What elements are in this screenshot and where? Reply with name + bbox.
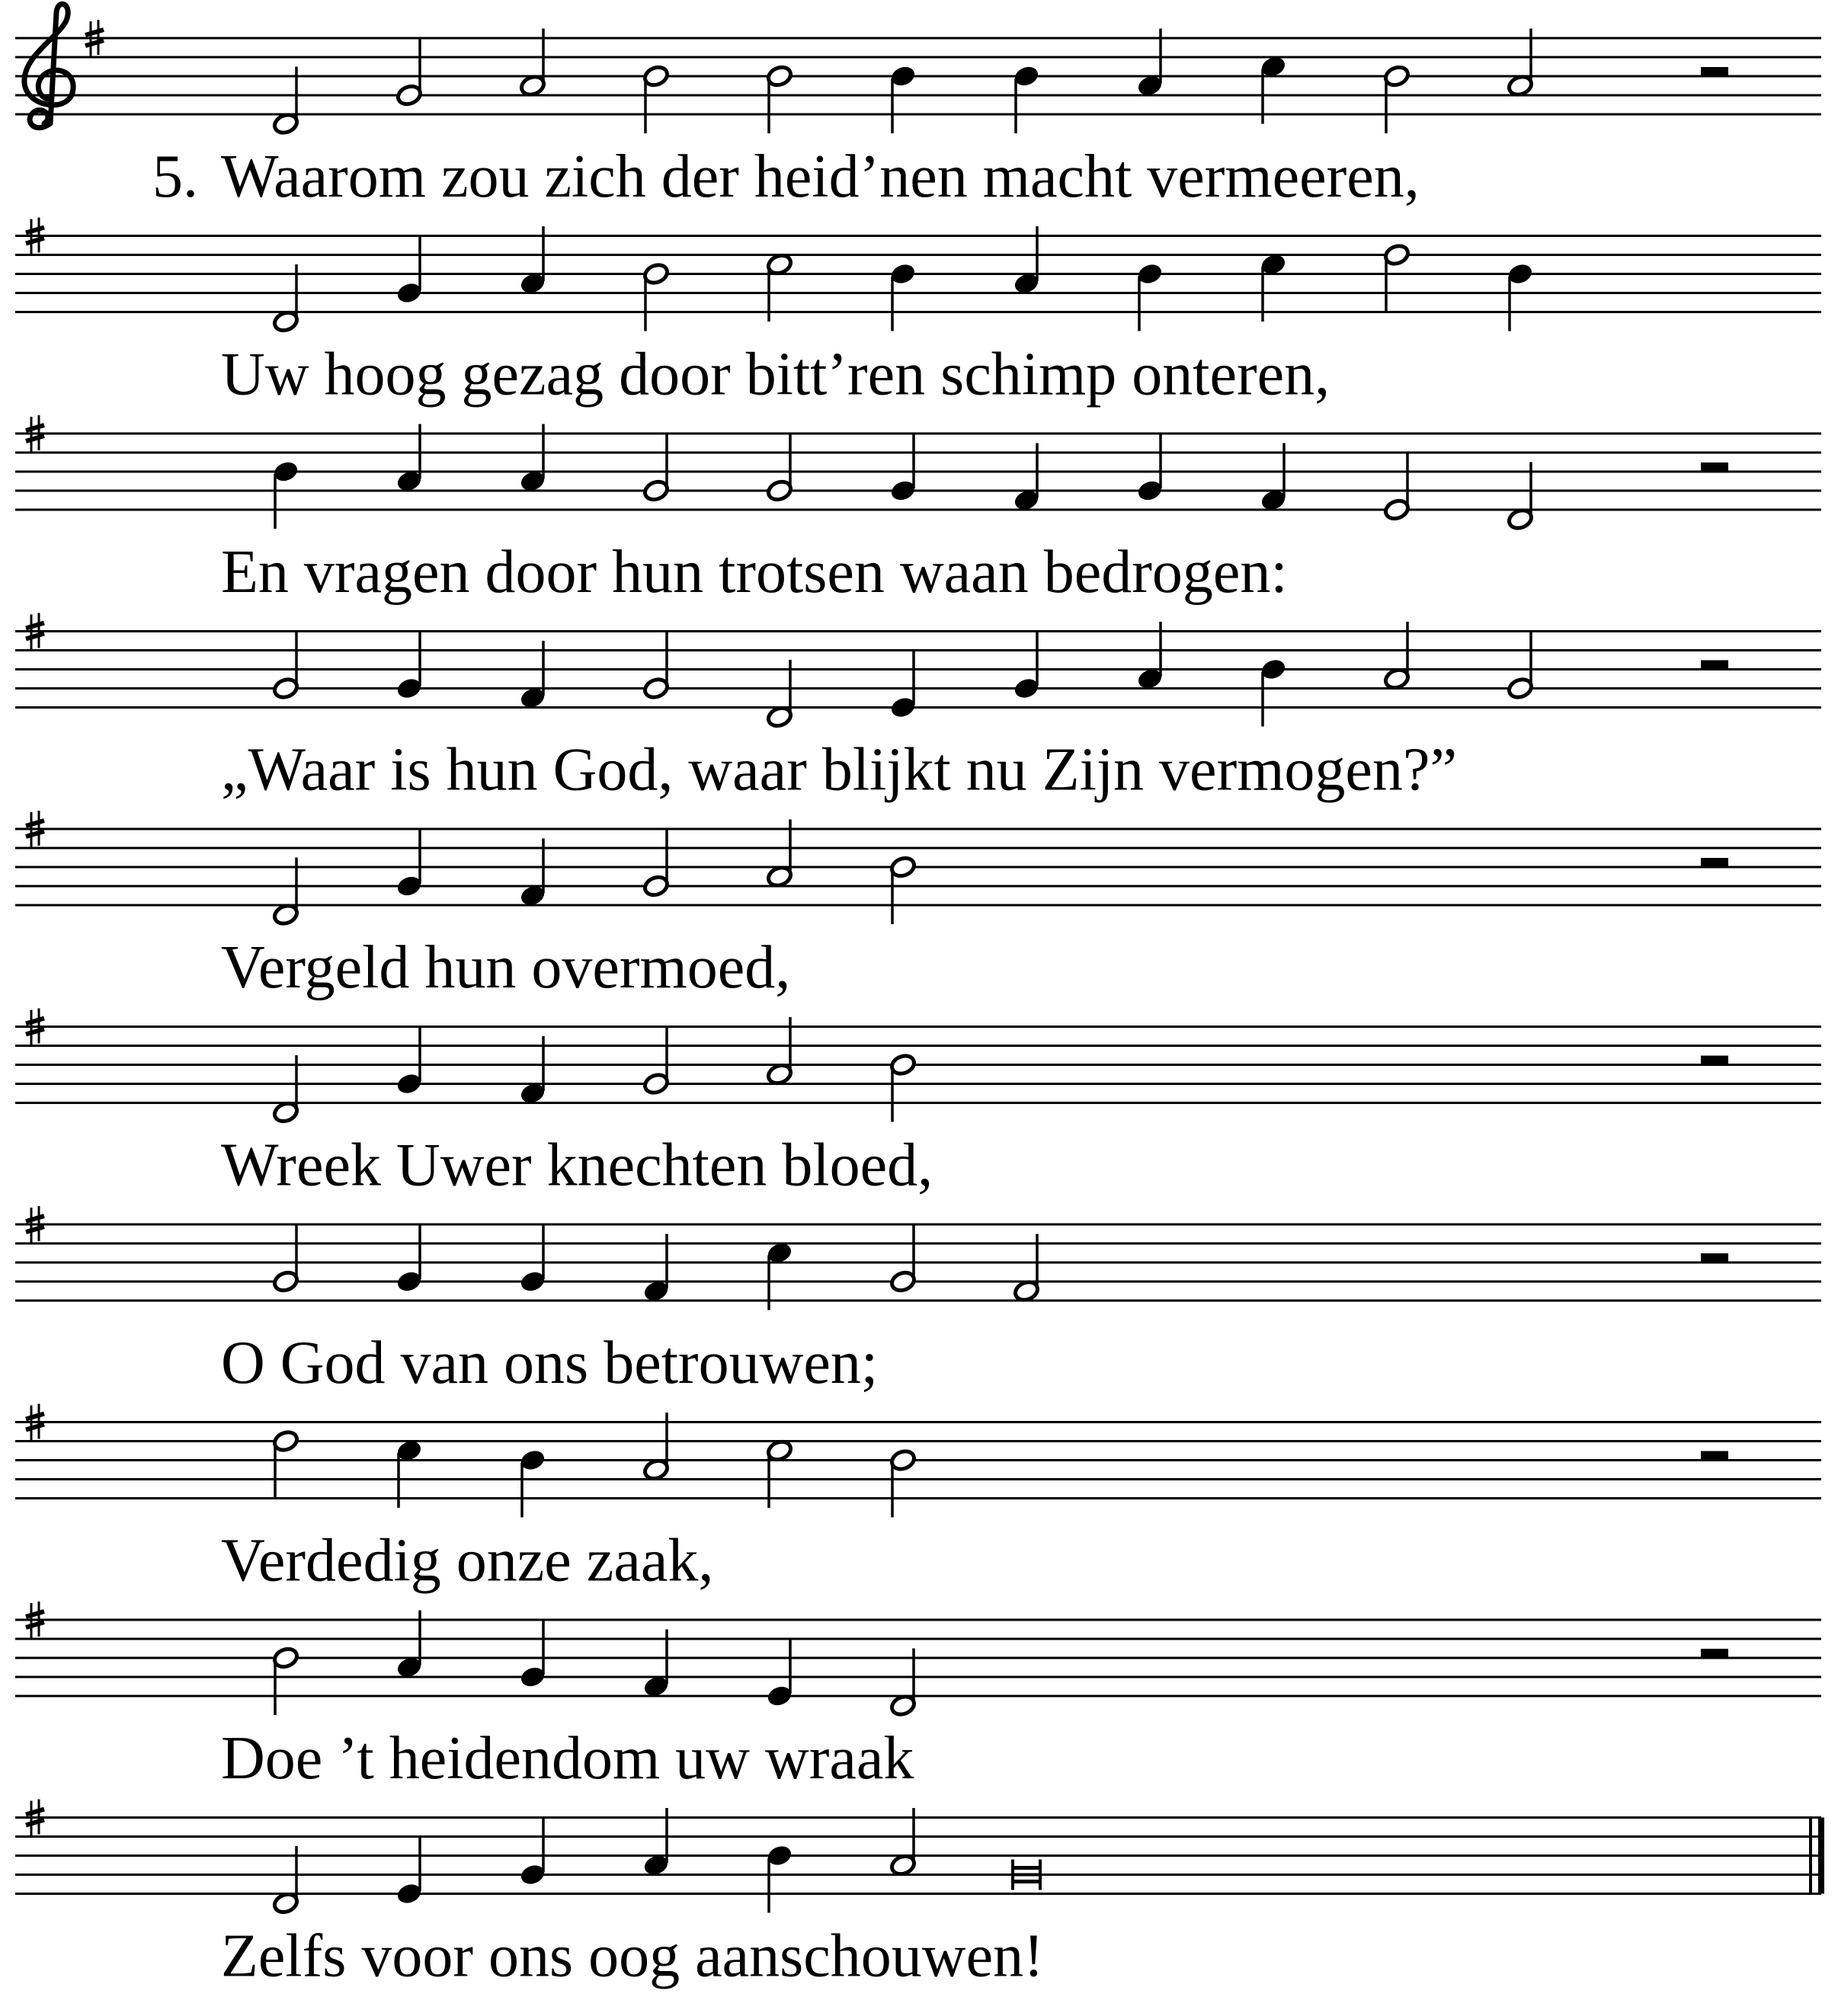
note [766, 1844, 793, 1913]
note [642, 1027, 670, 1096]
staff-system [15, 1602, 1821, 1792]
staff-system [15, 613, 1821, 804]
staff-system [15, 218, 1821, 408]
note [1136, 262, 1164, 331]
note [1507, 262, 1534, 331]
note [272, 1224, 299, 1294]
note [1383, 64, 1411, 133]
lyric-line: En vragen door hun trotsen waan bedrogen: [221, 539, 1288, 606]
note [889, 434, 917, 503]
staff-system [15, 4, 1821, 210]
note [889, 64, 917, 133]
note [1507, 632, 1534, 701]
note [272, 1429, 299, 1499]
staff-lines [15, 829, 1821, 905]
note [1013, 64, 1040, 133]
half-rest-icon [1701, 661, 1728, 670]
note [642, 262, 670, 331]
note [1013, 1860, 1040, 1890]
staff-lines [15, 38, 1821, 114]
lyric-line: O God van ons betrouwen; [221, 1330, 879, 1397]
note [395, 632, 423, 701]
lyric-line: Zelfs voor ons oog aanschouwen! [221, 1922, 1044, 1990]
note [1136, 434, 1164, 503]
note [395, 38, 423, 107]
note [272, 459, 299, 529]
half-rest-icon [1701, 1056, 1728, 1065]
note [519, 1448, 546, 1518]
staff-lines [15, 1818, 1821, 1894]
note [519, 1224, 546, 1294]
staff-system [15, 1800, 1821, 1990]
note [519, 1620, 546, 1689]
lyric-line: Uw hoog gezag door bitt’ren schimp onteren, [221, 341, 1330, 408]
note [889, 1053, 917, 1122]
note [889, 651, 917, 720]
note [889, 1224, 917, 1294]
lyric-line: Verdedig onze zaak, [221, 1527, 714, 1595]
note [395, 829, 423, 898]
staff-lines [15, 1027, 1821, 1103]
note [395, 1027, 423, 1096]
half-rest-icon [1701, 1649, 1728, 1658]
lyric-line: Waarom zou zich der heid’nen macht vermeeren, [221, 143, 1420, 210]
lyric-line: Vergeld hun overmoed, [221, 934, 791, 1001]
staff-system [15, 1206, 1821, 1397]
note [395, 1837, 423, 1906]
staff-system [15, 811, 1821, 1001]
note [766, 1639, 793, 1708]
note [642, 64, 670, 133]
note [519, 1818, 546, 1887]
treble-clef-icon [24, 4, 73, 127]
note [766, 434, 793, 503]
half-rest-icon [1701, 858, 1728, 867]
note [889, 1448, 917, 1518]
note [642, 829, 670, 898]
note [766, 64, 793, 133]
note [272, 1646, 299, 1715]
note [642, 632, 670, 701]
staff-lines [15, 236, 1821, 312]
half-rest-icon [1701, 67, 1728, 76]
half-rest-icon [1701, 1451, 1728, 1461]
staff-system [15, 1009, 1821, 1199]
staff-system [15, 415, 1821, 606]
half-rest-icon [1701, 462, 1728, 472]
note [272, 632, 299, 701]
note [889, 855, 917, 924]
note [1383, 243, 1411, 312]
note [889, 262, 917, 331]
note [1013, 632, 1040, 701]
note [395, 236, 423, 306]
note [395, 1224, 423, 1294]
lyric-line: Wreek Uwer knechten bloed, [221, 1131, 933, 1199]
verse-number: 5. [152, 143, 198, 210]
note [1260, 658, 1287, 727]
lyric-line: Doe ’t heidendom uw wraak [221, 1725, 914, 1792]
half-rest-icon [1701, 1253, 1728, 1262]
lyric-line: „Waar is hun God, waar blijkt nu Zijn vermogen?” [221, 736, 1457, 804]
note [1383, 453, 1411, 522]
staff-system [15, 1404, 1821, 1595]
note [642, 434, 670, 503]
